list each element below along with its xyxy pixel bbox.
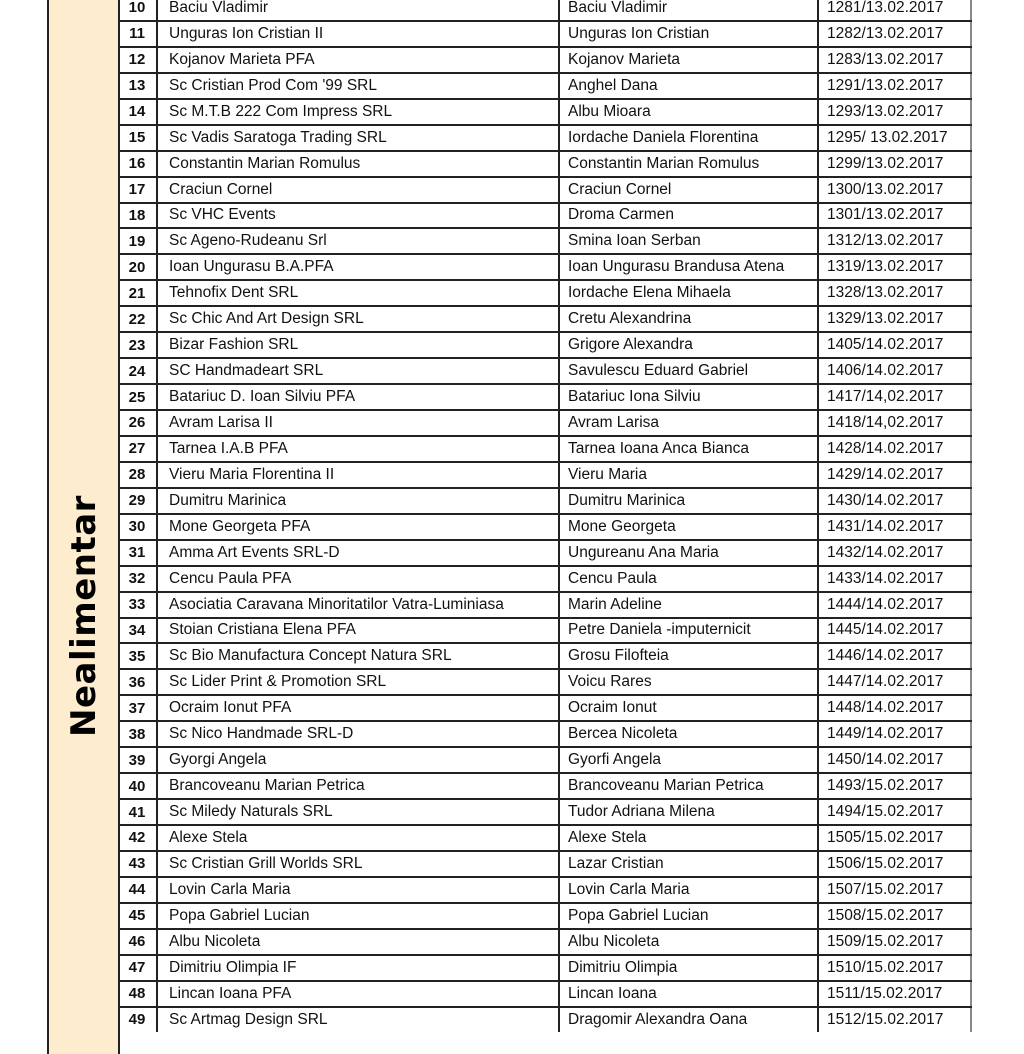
registration-number: 1505/15.02.2017 bbox=[819, 826, 972, 850]
registration-number: 1329/13.02.2017 bbox=[819, 307, 972, 331]
row-number: 38 bbox=[118, 722, 158, 746]
table-row bbox=[118, 642, 972, 668]
row-number: 26 bbox=[118, 411, 158, 435]
table-row bbox=[118, 409, 972, 435]
table-row bbox=[118, 227, 972, 253]
registration-number: 1449/14.02.2017 bbox=[819, 722, 972, 746]
registration-number: 1417/14,02.2017 bbox=[819, 385, 972, 409]
table-row bbox=[118, 513, 972, 539]
registration-number: 1405/14.02.2017 bbox=[819, 333, 972, 357]
representative-name: Tudor Adriana Milena bbox=[560, 800, 819, 824]
representative-name: Mone Georgeta bbox=[560, 515, 819, 539]
company-name: Sc Lider Print & Promotion SRL bbox=[158, 670, 560, 694]
table-row bbox=[118, 279, 972, 305]
representative-name: Grosu Filofteia bbox=[560, 644, 819, 668]
row-number: 14 bbox=[118, 100, 158, 124]
table-row bbox=[118, 1006, 972, 1032]
table-row bbox=[118, 253, 972, 279]
table-row bbox=[118, 176, 972, 202]
company-name: Sc Cristian Grill Worlds SRL bbox=[158, 852, 560, 876]
registration-number: 1301/13.02.2017 bbox=[819, 204, 972, 228]
company-name: Ocraim Ionut PFA bbox=[158, 696, 560, 720]
representative-name: Avram Larisa bbox=[560, 411, 819, 435]
representative-name: Craciun Cornel bbox=[560, 178, 819, 202]
row-number: 39 bbox=[118, 748, 158, 772]
table-row bbox=[118, 202, 972, 228]
representative-name: Marin Adeline bbox=[560, 593, 819, 617]
table-row bbox=[118, 928, 972, 954]
registration-number: 1328/13.02.2017 bbox=[819, 281, 972, 305]
row-number: 28 bbox=[118, 463, 158, 487]
category-label: Nealimentar bbox=[63, 495, 104, 737]
registration-number: 1299/13.02.2017 bbox=[819, 152, 972, 176]
registration-number: 1433/14.02.2017 bbox=[819, 567, 972, 591]
representative-name: Alexe Stela bbox=[560, 826, 819, 850]
table-row bbox=[118, 954, 972, 980]
registration-number: 1511/15.02.2017 bbox=[819, 982, 972, 1006]
company-name: SC Handmadeart SRL bbox=[158, 359, 560, 383]
company-name: Sc Ageno-Rudeanu Srl bbox=[158, 229, 560, 253]
row-number: 27 bbox=[118, 437, 158, 461]
registration-number: 1494/15.02.2017 bbox=[819, 800, 972, 824]
representative-name: Droma Carmen bbox=[560, 204, 819, 228]
company-name: Constantin Marian Romulus bbox=[158, 152, 560, 176]
row-number: 10 bbox=[118, 0, 158, 20]
table-body bbox=[118, 0, 972, 1032]
row-number: 49 bbox=[118, 1008, 158, 1032]
representative-name: Grigore Alexandra bbox=[560, 333, 819, 357]
table-row bbox=[118, 746, 972, 772]
representative-name: Cencu Paula bbox=[560, 567, 819, 591]
company-name: Baciu Vladimir bbox=[158, 0, 560, 20]
representative-name: Dumitru Marinica bbox=[560, 489, 819, 513]
row-number: 42 bbox=[118, 826, 158, 850]
registration-number: 1431/14.02.2017 bbox=[819, 515, 972, 539]
table-row bbox=[118, 668, 972, 694]
company-name: Dumitru Marinica bbox=[158, 489, 560, 513]
registration-number: 1493/15.02.2017 bbox=[819, 774, 972, 798]
registration-number: 1319/13.02.2017 bbox=[819, 255, 972, 279]
registration-number: 1281/13.02.2017 bbox=[819, 0, 972, 20]
row-number: 44 bbox=[118, 878, 158, 902]
representative-name: Kojanov Marieta bbox=[560, 48, 819, 72]
registration-number: 1295/ 13.02.2017 bbox=[819, 126, 972, 150]
table-row bbox=[118, 694, 972, 720]
representative-name: Tarnea Ioana Anca Bianca bbox=[560, 437, 819, 461]
representative-name: Dimitriu Olimpia bbox=[560, 956, 819, 980]
table-row bbox=[118, 591, 972, 617]
company-name: Tarnea I.A.B PFA bbox=[158, 437, 560, 461]
registration-number: 1450/14.02.2017 bbox=[819, 748, 972, 772]
company-name: Albu Nicoleta bbox=[158, 930, 560, 954]
table-row bbox=[118, 565, 972, 591]
company-name: Cencu Paula PFA bbox=[158, 567, 560, 591]
representative-name: Albu Mioara bbox=[560, 100, 819, 124]
company-name: Batariuc D. Ioan Silviu PFA bbox=[158, 385, 560, 409]
row-number: 32 bbox=[118, 567, 158, 591]
company-name: Sc Artmag Design SRL bbox=[158, 1008, 560, 1032]
registration-number: 1418/14,02.2017 bbox=[819, 411, 972, 435]
table-row bbox=[118, 772, 972, 798]
company-name: Bizar Fashion SRL bbox=[158, 333, 560, 357]
company-name: Kojanov Marieta PFA bbox=[158, 48, 560, 72]
table-row bbox=[118, 150, 972, 176]
table-row bbox=[118, 357, 972, 383]
category-column bbox=[47, 0, 120, 1054]
table-row bbox=[118, 435, 972, 461]
representative-name: Lovin Carla Maria bbox=[560, 878, 819, 902]
company-name: Sc Cristian Prod Com '99 SRL bbox=[158, 74, 560, 98]
representative-name: Albu Nicoleta bbox=[560, 930, 819, 954]
company-name: Vieru Maria Florentina II bbox=[158, 463, 560, 487]
row-number: 29 bbox=[118, 489, 158, 513]
registration-number: 1432/14.02.2017 bbox=[819, 541, 972, 565]
representative-name: Unguras Ion Cristian bbox=[560, 22, 819, 46]
representative-name: Dragomir Alexandra Oana bbox=[560, 1008, 819, 1032]
table-row bbox=[118, 383, 972, 409]
representative-name: Brancoveanu Marian Petrica bbox=[560, 774, 819, 798]
registration-number: 1429/14.02.2017 bbox=[819, 463, 972, 487]
table-row bbox=[118, 850, 972, 876]
company-name: Craciun Cornel bbox=[158, 178, 560, 202]
row-number: 21 bbox=[118, 281, 158, 305]
representative-name: Ioan Ungurasu Brandusa Atena bbox=[560, 255, 819, 279]
representative-name: Iordache Daniela Florentina bbox=[560, 126, 819, 150]
company-name: Unguras Ion Cristian II bbox=[158, 22, 560, 46]
table-row bbox=[118, 98, 972, 124]
representative-name: Lazar Cristian bbox=[560, 852, 819, 876]
row-number: 46 bbox=[118, 930, 158, 954]
table-row bbox=[118, 0, 972, 20]
company-name: Alexe Stela bbox=[158, 826, 560, 850]
representative-name: Iordache Elena Mihaela bbox=[560, 281, 819, 305]
table-row bbox=[118, 798, 972, 824]
representative-name: Cretu Alexandrina bbox=[560, 307, 819, 331]
registration-number: 1283/13.02.2017 bbox=[819, 48, 972, 72]
table-row bbox=[118, 72, 972, 98]
company-name: Dimitriu Olimpia IF bbox=[158, 956, 560, 980]
company-name: Brancoveanu Marian Petrica bbox=[158, 774, 560, 798]
registration-number: 1282/13.02.2017 bbox=[819, 22, 972, 46]
company-name: Amma Art Events SRL-D bbox=[158, 541, 560, 565]
registration-number: 1293/13.02.2017 bbox=[819, 100, 972, 124]
row-number: 22 bbox=[118, 307, 158, 331]
company-name: Gyorgi Angela bbox=[158, 748, 560, 772]
representative-name: Baciu Vladimir bbox=[560, 0, 819, 20]
row-number: 31 bbox=[118, 541, 158, 565]
registration-number: 1312/13.02.2017 bbox=[819, 229, 972, 253]
row-number: 12 bbox=[118, 48, 158, 72]
table-row bbox=[118, 824, 972, 850]
representative-name: Ocraim Ionut bbox=[560, 696, 819, 720]
row-number: 23 bbox=[118, 333, 158, 357]
company-name: Lincan Ioana PFA bbox=[158, 982, 560, 1006]
registration-number: 1291/13.02.2017 bbox=[819, 74, 972, 98]
table-row bbox=[118, 46, 972, 72]
row-number: 15 bbox=[118, 126, 158, 150]
row-number: 25 bbox=[118, 385, 158, 409]
table-row bbox=[118, 124, 972, 150]
company-name: Sc Miledy Naturals SRL bbox=[158, 800, 560, 824]
table-row bbox=[118, 461, 972, 487]
row-number: 45 bbox=[118, 904, 158, 928]
row-number: 47 bbox=[118, 956, 158, 980]
table-row bbox=[118, 539, 972, 565]
row-number: 13 bbox=[118, 74, 158, 98]
representative-name: Constantin Marian Romulus bbox=[560, 152, 819, 176]
registration-number: 1446/14.02.2017 bbox=[819, 644, 972, 668]
representative-name: Smina Ioan Serban bbox=[560, 229, 819, 253]
registration-number: 1510/15.02.2017 bbox=[819, 956, 972, 980]
table-row bbox=[118, 617, 972, 643]
company-name: Ioan Ungurasu B.A.PFA bbox=[158, 255, 560, 279]
representative-name: Savulescu Eduard Gabriel bbox=[560, 359, 819, 383]
company-name: Sc Nico Handmade SRL-D bbox=[158, 722, 560, 746]
registration-number: 1444/14.02.2017 bbox=[819, 593, 972, 617]
registration-number: 1406/14.02.2017 bbox=[819, 359, 972, 383]
representative-name: Vieru Maria bbox=[560, 463, 819, 487]
row-number: 17 bbox=[118, 178, 158, 202]
row-number: 20 bbox=[118, 255, 158, 279]
representative-name: Voicu Rares bbox=[560, 670, 819, 694]
company-name: Sc VHC Events bbox=[158, 204, 560, 228]
registration-number: 1300/13.02.2017 bbox=[819, 178, 972, 202]
row-number: 30 bbox=[118, 515, 158, 539]
representative-name: Ungureanu Ana Maria bbox=[560, 541, 819, 565]
table-row bbox=[118, 902, 972, 928]
row-number: 36 bbox=[118, 670, 158, 694]
registration-number: 1430/14.02.2017 bbox=[819, 489, 972, 513]
row-number: 34 bbox=[118, 619, 158, 643]
row-number: 24 bbox=[118, 359, 158, 383]
company-name: Sc Chic And Art Design SRL bbox=[158, 307, 560, 331]
company-name: Asociatia Caravana Minoritatilor Vatra-Luminiasa bbox=[158, 593, 560, 617]
registration-number: 1428/14.02.2017 bbox=[819, 437, 972, 461]
representative-name: Lincan Ioana bbox=[560, 982, 819, 1006]
row-number: 37 bbox=[118, 696, 158, 720]
company-name: Tehnofix Dent SRL bbox=[158, 281, 560, 305]
company-name: Sc M.T.B 222 Com Impress SRL bbox=[158, 100, 560, 124]
row-number: 48 bbox=[118, 982, 158, 1006]
registration-number: 1508/15.02.2017 bbox=[819, 904, 972, 928]
row-number: 41 bbox=[118, 800, 158, 824]
representative-name: Anghel Dana bbox=[560, 74, 819, 98]
registration-number: 1447/14.02.2017 bbox=[819, 670, 972, 694]
company-name: Sc Bio Manufactura Concept Natura SRL bbox=[158, 644, 560, 668]
row-number: 40 bbox=[118, 774, 158, 798]
row-number: 35 bbox=[118, 644, 158, 668]
representative-name: Batariuc Iona Silviu bbox=[560, 385, 819, 409]
table-row bbox=[118, 720, 972, 746]
table-row bbox=[118, 331, 972, 357]
representative-name: Gyorfi Angela bbox=[560, 748, 819, 772]
representative-name: Petre Daniela -imputernicit bbox=[560, 619, 819, 643]
company-name: Sc Vadis Saratoga Trading SRL bbox=[158, 126, 560, 150]
row-number: 11 bbox=[118, 22, 158, 46]
table-row bbox=[118, 487, 972, 513]
company-name: Avram Larisa II bbox=[158, 411, 560, 435]
row-number: 19 bbox=[118, 229, 158, 253]
registration-number: 1509/15.02.2017 bbox=[819, 930, 972, 954]
registration-number: 1512/15.02.2017 bbox=[819, 1008, 972, 1032]
row-number: 43 bbox=[118, 852, 158, 876]
representative-name: Popa Gabriel Lucian bbox=[560, 904, 819, 928]
company-name: Stoian Cristiana Elena PFA bbox=[158, 619, 560, 643]
company-name: Popa Gabriel Lucian bbox=[158, 904, 560, 928]
registration-number: 1445/14.02.2017 bbox=[819, 619, 972, 643]
table-row bbox=[118, 20, 972, 46]
company-name: Lovin Carla Maria bbox=[158, 878, 560, 902]
table-row bbox=[118, 980, 972, 1006]
representative-name: Bercea Nicoleta bbox=[560, 722, 819, 746]
registration-number: 1506/15.02.2017 bbox=[819, 852, 972, 876]
table-row bbox=[118, 876, 972, 902]
registration-number: 1507/15.02.2017 bbox=[819, 878, 972, 902]
row-number: 16 bbox=[118, 152, 158, 176]
company-name: Mone Georgeta PFA bbox=[158, 515, 560, 539]
row-number: 18 bbox=[118, 204, 158, 228]
registration-number: 1448/14.02.2017 bbox=[819, 696, 972, 720]
row-number: 33 bbox=[118, 593, 158, 617]
table-row bbox=[118, 305, 972, 331]
